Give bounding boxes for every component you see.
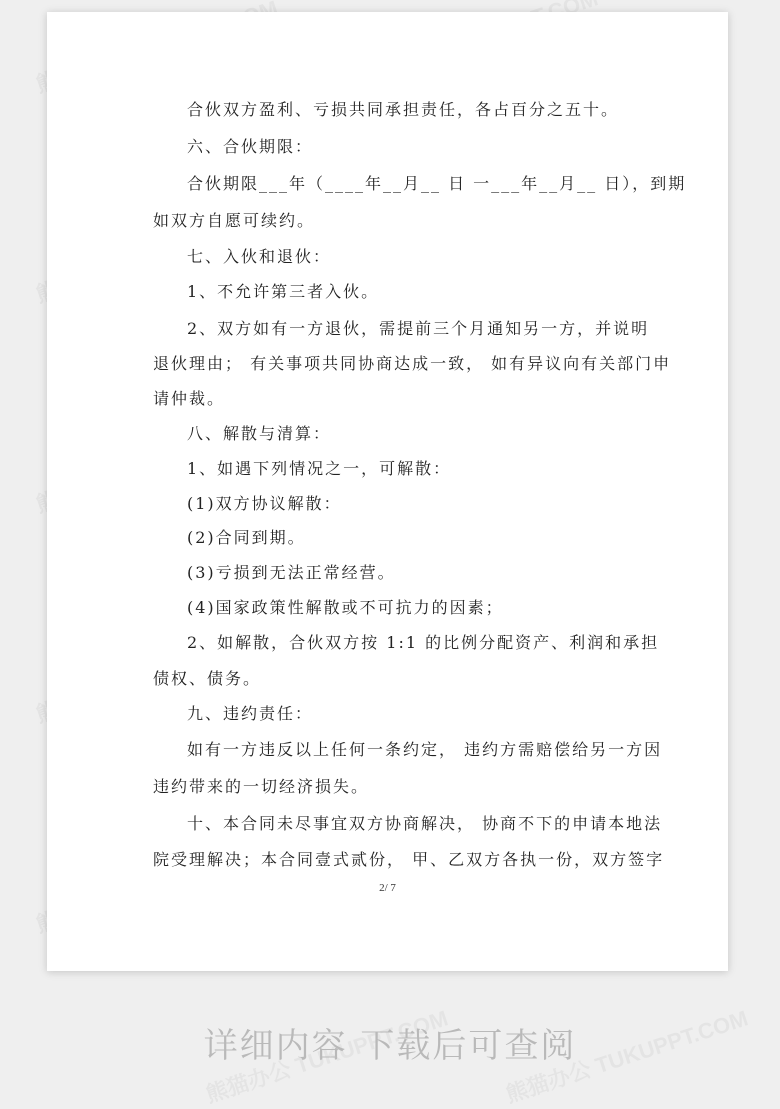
paragraph-line: 十、本合同未尽事宜双方协商解决， 协商不下的申请本地法 bbox=[187, 814, 663, 833]
paragraph-line: 合伙双方盈利、亏损共同承担责任，各占百分之五十。 bbox=[187, 100, 620, 119]
paragraph-line: 院受理解决；本合同壹式贰份， 甲、乙双方各执一份，双方签字 bbox=[153, 850, 665, 869]
section-heading: 七、入伙和退伙： bbox=[187, 247, 332, 266]
list-item: (3)亏损到无法正常经营。 bbox=[187, 563, 396, 582]
paragraph-line: 债权、债务。 bbox=[153, 669, 262, 688]
paragraph-line: 合伙期限___年（____年__月__ 日 一___年__月__ 日），到期 bbox=[187, 174, 687, 193]
list-item: (1)双方协议解散： bbox=[187, 494, 342, 513]
section-heading: 八、解散与清算： bbox=[187, 424, 332, 443]
section-heading: 九、违约责任： bbox=[187, 704, 314, 723]
document-page bbox=[47, 12, 728, 971]
paragraph-line: 如双方自愿可续约。 bbox=[153, 211, 316, 230]
list-item: (4)国家政策性解散或不可抗力的因素； bbox=[187, 598, 504, 617]
section-heading: 六、合伙期限： bbox=[187, 137, 314, 156]
page-number: 2/ 7 bbox=[379, 882, 396, 894]
paragraph-line: 如有一方违反以上任何一条约定， 违约方需赔偿给另一方因 bbox=[187, 740, 663, 759]
paragraph-line: 2、如解散，合伙双方按 1:1 的比例分配资产、利润和承担 bbox=[187, 633, 660, 652]
paragraph-line: 1、如遇下列情况之一，可解散： bbox=[187, 459, 452, 478]
paragraph-line: 2、双方如有一方退伙，需提前三个月通知另一方，并说明 bbox=[187, 319, 650, 338]
list-item: (2)合同到期。 bbox=[187, 528, 306, 547]
paragraph-line: 1、不允许第三者入伙。 bbox=[187, 282, 380, 301]
paragraph-line: 请仲裁。 bbox=[153, 389, 226, 408]
paragraph-line: 退伙理由； 有关事项共同协商达成一致， 如有异议向有关部门申 bbox=[153, 354, 672, 373]
download-hint-banner[interactable]: 详细内容 下载后可查阅 bbox=[203, 1026, 577, 1066]
paragraph-line: 违约带来的一切经济损失。 bbox=[153, 777, 370, 796]
